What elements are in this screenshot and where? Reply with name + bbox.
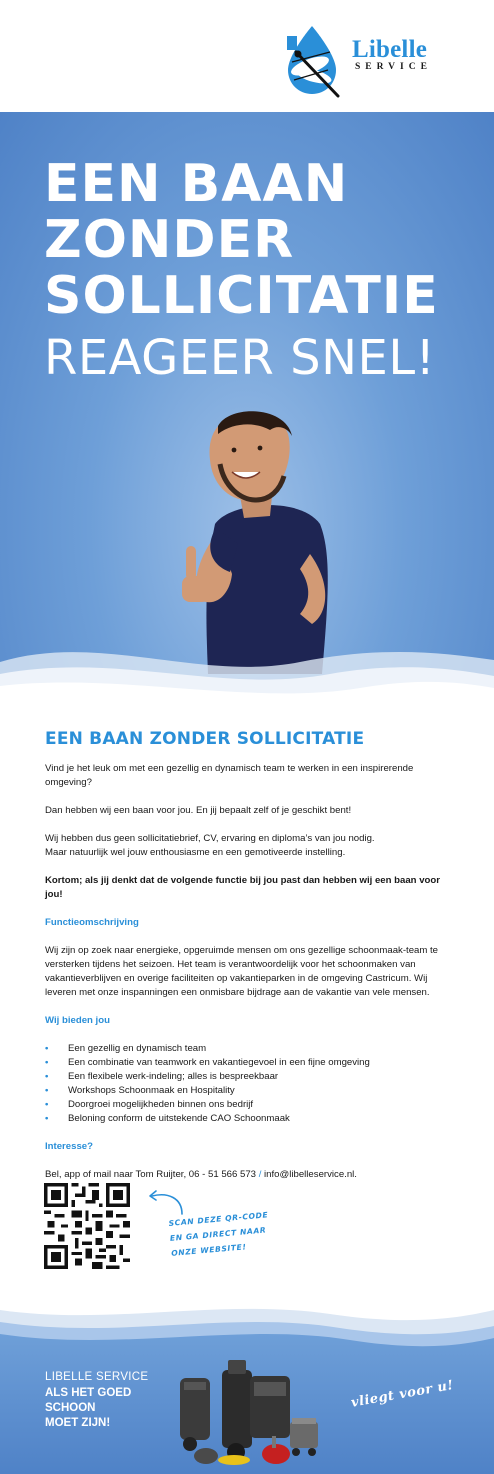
contact-separator: /	[258, 1169, 262, 1180]
contact-email-link[interactable]: info@libelleservice.nl.	[264, 1169, 357, 1180]
hero-call-to-action: REAGEER SNEL!	[44, 330, 436, 386]
cleaning-machines-illustration	[172, 1356, 322, 1468]
list-item-text: Een flexibele werk-indeling; alles is bespreekbaar	[68, 1071, 279, 1082]
list-item-text: Doorgroei mogelijkheden binnen ons bedrijf	[68, 1099, 254, 1110]
curved-arrow-icon	[146, 1188, 188, 1218]
bullet-dot: •	[45, 1071, 49, 1082]
job-description	[45, 728, 445, 1182]
footer-tagline	[45, 1386, 131, 1431]
logo-tagline: SERVICE	[355, 62, 432, 72]
list-item	[45, 1070, 445, 1084]
contact-line	[45, 1168, 445, 1182]
footer	[0, 1296, 494, 1474]
section-title: EEN BAAN ZONDER SOLLICITATIE	[45, 729, 365, 749]
bullet-dot: •	[45, 1113, 49, 1124]
interesse-heading: Interesse?	[45, 1141, 93, 1152]
functie-heading: Functieomschrijving	[45, 917, 139, 928]
list-item-text: Beloning conform de uitstekende CAO Schoonmaak	[68, 1113, 290, 1124]
requirements-line-2: Maar natuurlijk wel jouw enthousiasme en een gemotiveerde instelling.	[45, 847, 346, 858]
hero-banner	[0, 112, 494, 702]
qr-note-line-1: SCAN DEZE QR-CODE	[168, 1210, 269, 1228]
footer-tagline-line-2: SCHOON	[45, 1402, 96, 1414]
libelle-logo[interactable]	[282, 22, 452, 98]
footer-slogan: vliegt voor u!	[350, 1377, 455, 1411]
list-item	[45, 1042, 445, 1056]
bullet-dot: •	[45, 1057, 49, 1068]
functie-paragraph: Wij zijn op zoek naar energieke, opgeruimde mensen om ons gezellige schoonmaak-team te versterken tijdens het seizoen. Het team is verantwoordelijk voor het schoonmaken van vakantieverblijven en overige faciliteiten op vakantieparken in de omgeving Castricum. Wij leveren met onze inspanningen een onmisbare bijdrage aan de vakantie van vele mensen.	[45, 945, 439, 998]
bullet-dot: •	[45, 1085, 49, 1096]
offer-paragraph: Dan hebben wij een baan voor jou. En jij bepaalt zelf of je geschikt bent!	[45, 805, 352, 816]
summary-paragraph: Kortom; als jij denkt dat de volgende functie bij jou past dan hebben wij een baan voor jou!	[45, 875, 440, 900]
bieden-heading: Wij bieden jou	[45, 1015, 110, 1026]
list-item	[45, 1056, 445, 1070]
qr-note-line-3: ONZE WEBSITE!	[170, 1242, 247, 1258]
hero-headline-line-2: ZONDER	[44, 210, 295, 270]
list-item	[45, 1098, 445, 1112]
list-item-text: Workshops Schoonmaak en Hospitality	[68, 1085, 235, 1096]
hero-wave-divider	[0, 622, 494, 702]
requirements-line-1: Wij hebben dus geen sollicitatiebrief, CV, ervaring en diploma’s van jou nodig.	[45, 833, 375, 844]
qr-scan-note	[168, 1204, 311, 1261]
list-item-text: Een gezellig en dynamisch team	[68, 1043, 207, 1054]
footer-tagline-line-1: ALS HET GOED	[45, 1387, 132, 1399]
list-item-text: Een combinatie van teamwork en vakantiegevoel in een fijne omgeving	[68, 1057, 370, 1068]
qr-code[interactable]	[44, 1183, 130, 1269]
contact-text: Bel, app of mail naar Tom Ruijter, 06 - 51 566 573	[45, 1169, 257, 1180]
intro-paragraph: Vind je het leuk om met een gezellig en dynamisch team te werken in een inspirerende omgeving?	[45, 763, 414, 788]
benefits-list	[45, 1042, 445, 1126]
hero-headline-line-1: EEN BAAN	[44, 154, 349, 214]
header	[0, 0, 494, 112]
list-item	[45, 1112, 445, 1126]
footer-brand: LIBELLE SERVICE	[45, 1371, 149, 1383]
footer-tagline-line-3: MOET ZIJN!	[45, 1417, 111, 1429]
hero-headline-line-3: SOLLICITATIE	[44, 266, 439, 326]
logo-brand-name: Libelle	[352, 36, 428, 63]
list-item	[45, 1084, 445, 1098]
bullet-dot: •	[45, 1043, 49, 1054]
bullet-dot: •	[45, 1099, 49, 1110]
qr-note-line-2: EN GA DIRECT NAAR	[169, 1225, 267, 1243]
